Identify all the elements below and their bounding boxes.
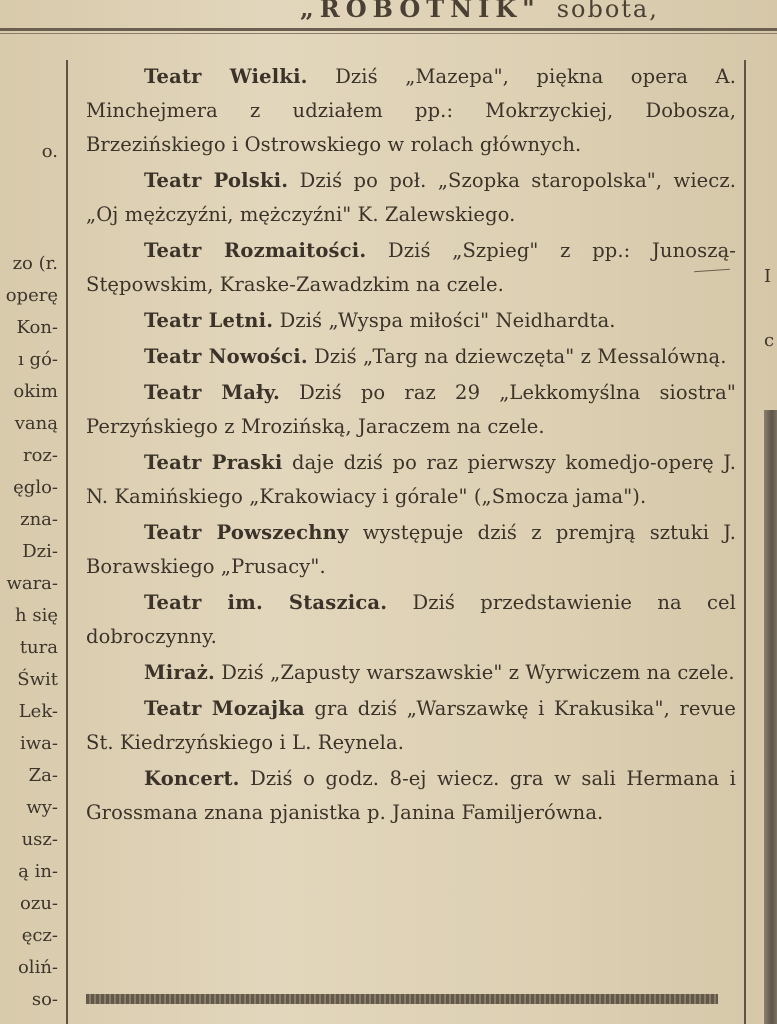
listing-entry: [86, 656, 736, 690]
listing-entry: [86, 692, 736, 760]
venue-name: Teatr Letni.: [144, 309, 274, 332]
left-column-word: okim: [13, 381, 58, 402]
listing-entry: [86, 304, 736, 338]
listing-text: Dziś „Zapusty warszawskie" z Wyrwiczem na czele.: [214, 661, 735, 684]
column-divider-right: [744, 60, 746, 1024]
listing-entry: [86, 164, 736, 232]
masthead-title: „ROBOTNIK": [300, 0, 541, 23]
right-column-letter: c: [764, 330, 775, 351]
listing-entry: [86, 516, 736, 584]
listing-text: Dziś po raz 29 „Lekkomyślna siostra" Perzyńskiego z Mrozińską, Jaraczem na czele.: [86, 381, 736, 438]
venue-name: Teatr Wielki.: [144, 65, 308, 88]
left-column-word: wara-: [6, 573, 58, 594]
left-column-word: o.: [41, 141, 58, 162]
left-column-word: operę: [5, 285, 58, 306]
venue-name: Teatr Polski.: [144, 169, 289, 192]
listing-entry: [86, 340, 736, 374]
listing-text: Dziś „Targ na dziewczęta" z Messalówną.: [307, 345, 727, 368]
venue-name: Teatr Praski: [144, 451, 283, 474]
venue-name: Miraż.: [144, 661, 215, 684]
left-column-word: Dzi-: [22, 541, 58, 562]
venue-name: Koncert.: [144, 767, 240, 790]
left-column-word: zo (r.: [12, 253, 58, 274]
theatre-listings: [86, 60, 736, 832]
section-end-rule: [86, 994, 718, 1004]
left-column-word: ęcz-: [21, 925, 58, 946]
venue-name: Teatr Rozmaitości.: [144, 239, 367, 262]
listing-entry: [86, 586, 736, 654]
listing-text: występuje dziś z premjrą sztuki J. Borawskiego „Prusacy".: [86, 521, 736, 578]
listing-text: Dziś o godz. 8-ej wiecz. gra w sali Hermana i Grossmana znana pjanistka p. Janina Familjerówna.: [86, 767, 736, 824]
venue-name: Teatr Mały.: [144, 381, 281, 404]
left-column-word: zna-: [20, 509, 58, 530]
masthead-rule-thin: [0, 33, 777, 34]
column-divider-left: [66, 60, 68, 1024]
listing-entry: [86, 446, 736, 514]
left-column-word: ozu-: [20, 893, 58, 914]
listing-text: Dziś po poł. „Szopka staropolska", wiecz. „Oj mężczyźni, mężczyźni" K. Zalewskiego.: [86, 169, 736, 226]
left-column-word: roz-: [22, 445, 58, 466]
left-column-word: so-: [31, 989, 58, 1010]
left-column-word: ęglo-: [13, 477, 58, 498]
venue-name: Teatr Mozajka: [144, 697, 305, 720]
listing-text: Dziś „Szpieg" z pp.: Junoszą-Stępowskim, Kraske-Zawadzkim na czele.: [86, 239, 736, 296]
listing-entry: [86, 60, 736, 162]
left-column-word: ą in-: [18, 861, 58, 882]
left-column-word: wy-: [26, 797, 58, 818]
right-column-letter: I: [764, 266, 772, 287]
left-column-word: oliń-: [17, 957, 58, 978]
left-column-word: Za-: [28, 765, 58, 786]
listing-text: Dziś „Mazepa", piękna opera A. Minchejmera z udziałem pp.: Mokrzyckiej, Dobosza, Brzezińskiego i Ostrowskiego w rolach głównych.: [86, 65, 736, 156]
masthead: [300, 0, 777, 24]
adjacent-page-edge: [764, 410, 777, 1024]
listing-text: gra dziś „Warszawkę i Krakusika", revue St. Kiedrzyńskiego i L. Reynela.: [86, 697, 736, 754]
left-column-word: Lek-: [18, 701, 58, 722]
masthead-rule: [0, 28, 777, 31]
left-column-word: vaną: [14, 413, 58, 434]
left-column-word: Kon-: [16, 317, 58, 338]
left-column-word: ı gó-: [18, 349, 58, 370]
listing-entry: [86, 376, 736, 444]
venue-name: Teatr Nowości.: [144, 345, 308, 368]
left-column-fragment: [0, 60, 62, 1024]
left-column-word: tura: [19, 637, 58, 658]
listing-entry: [86, 762, 736, 830]
left-column-word: usz-: [21, 829, 58, 850]
listing-text: Dziś „Wyspa miłości" Neidhardta.: [273, 309, 616, 332]
listing-text: daje dziś po raz pierwszy komedjo-operę J. N. Kamińskiego „Krakowiacy i górale" („Smocza jama").: [86, 451, 736, 508]
left-column-word: iwa-: [20, 733, 58, 754]
left-column-word: h się: [15, 605, 58, 626]
listing-text: Dziś przedstawienie na cel dobroczynny.: [86, 591, 736, 648]
masthead-day: sobota,: [556, 0, 659, 23]
venue-name: Teatr Powszechny: [144, 521, 349, 544]
venue-name: Teatr im. Staszica.: [144, 591, 388, 614]
listing-entry: [86, 234, 736, 302]
left-column-word: Świt: [17, 669, 58, 690]
